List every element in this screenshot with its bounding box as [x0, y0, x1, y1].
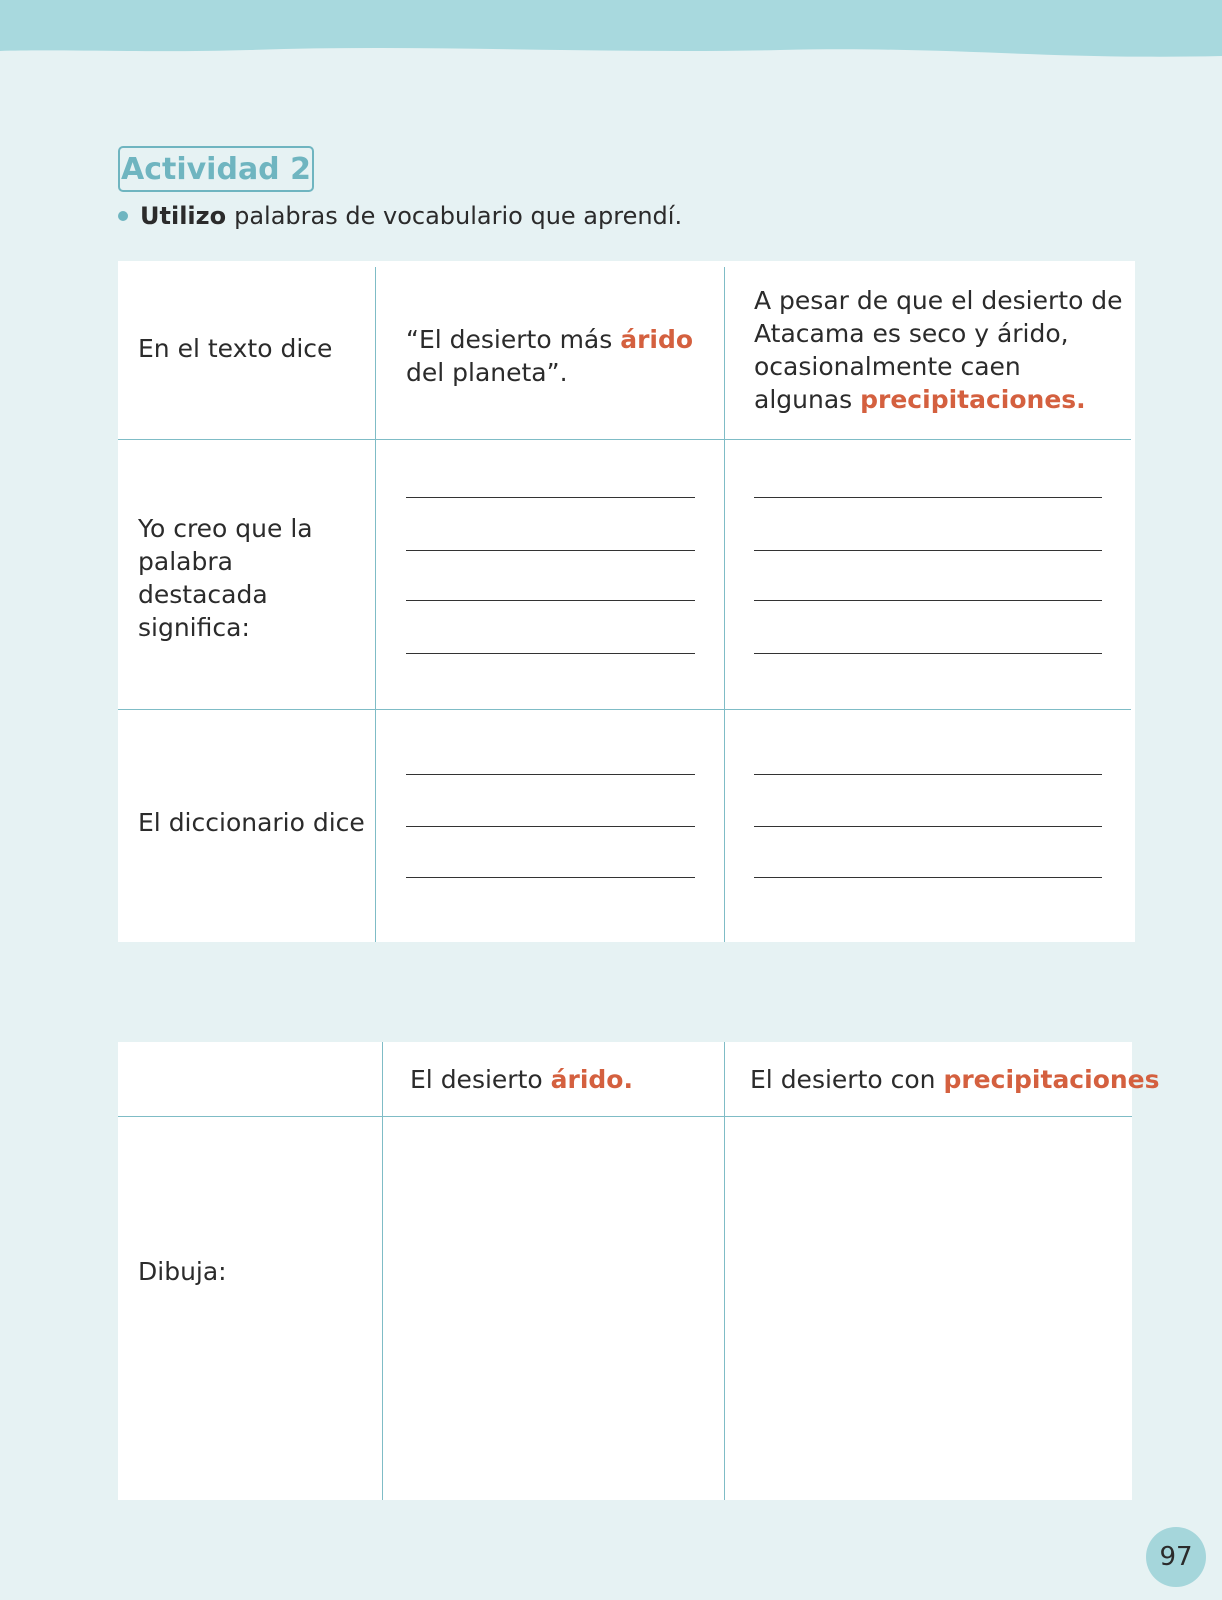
writing-line[interactable]	[754, 826, 1102, 827]
drawing-table	[118, 1042, 1160, 1500]
writing-line[interactable]	[406, 826, 695, 827]
row-label-dibuja: Dibuja:	[138, 1257, 227, 1286]
writing-line[interactable]	[406, 877, 695, 878]
row-divider	[118, 439, 1131, 440]
writing-line[interactable]	[406, 774, 695, 775]
quote-precipitaciones: A pesar de que el desierto de Atacama es seco y árido, ocasionalmente caen algunas precipitaciones.	[754, 286, 1123, 414]
writing-line[interactable]	[754, 774, 1102, 775]
bullet-icon	[118, 211, 128, 221]
header-desierto-arido: El desierto árido.	[410, 1065, 633, 1094]
row-label-i-think: Yo creo que la palabra destacada significa:	[138, 514, 313, 642]
instruction-verb: Utilizo	[140, 202, 227, 230]
highlight-precipitaciones: precipitaciones	[943, 1065, 1160, 1094]
writing-line[interactable]	[754, 550, 1102, 551]
page-number: 97	[1159, 1542, 1193, 1572]
column-divider	[375, 267, 376, 942]
instruction-text: palabras de vocabulario que aprendí.	[234, 202, 683, 230]
vocabulary-table	[118, 261, 1135, 942]
row-label-dictionary: El diccionario dice	[138, 808, 365, 837]
writing-line[interactable]	[406, 497, 695, 498]
highlight-arido: árido	[620, 325, 694, 354]
row-label-text-says: En el texto dice	[138, 334, 333, 363]
row-divider	[118, 709, 1131, 710]
header-desierto-precipitaciones: El desierto con precipitaciones	[750, 1065, 1160, 1094]
quote-arido: “El desierto más árido del planeta”.	[406, 325, 694, 387]
page-number-badge	[1146, 1527, 1206, 1587]
drawing-area-arido[interactable]	[383, 1117, 724, 1500]
writing-line[interactable]	[754, 600, 1102, 601]
instruction	[118, 202, 682, 230]
highlight-precipitaciones: precipitaciones.	[860, 385, 1086, 414]
column-divider	[724, 267, 725, 942]
top-decorative-band	[0, 0, 1222, 70]
writing-line[interactable]	[406, 600, 695, 601]
activity-label: Actividad 2	[121, 151, 311, 187]
writing-line[interactable]	[406, 653, 695, 654]
writing-line[interactable]	[754, 877, 1102, 878]
activity-badge	[118, 146, 314, 192]
drawing-area-precipitaciones[interactable]	[725, 1117, 1132, 1500]
writing-line[interactable]	[754, 497, 1102, 498]
writing-line[interactable]	[406, 550, 695, 551]
highlight-arido: árido.	[550, 1065, 633, 1094]
writing-line[interactable]	[754, 653, 1102, 654]
